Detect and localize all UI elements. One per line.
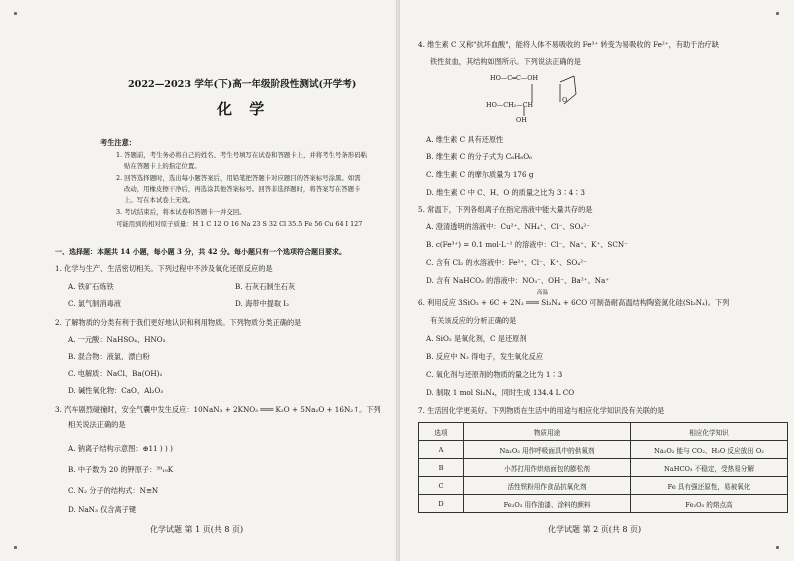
q6-option-d: D. 制取 1 mol Si₃N₄，同时生成 134.4 L CO [426, 388, 575, 397]
table-cell: Fe₂O₃ 的熔点高 [631, 495, 788, 513]
table-cell: B [419, 459, 464, 477]
vitamin-c-ring-top: HO—C═C—OH [490, 74, 539, 82]
scan-mark [776, 12, 779, 15]
page-footer: 化学试题 第 2 页(共 8 页) [548, 525, 642, 534]
q5-stem: 5. 常温下，下列各组离子在指定溶液中能大量共存的是 [418, 205, 593, 214]
q2-option-a: A. 一元酸：NaHSO₄、HNO₃ [68, 335, 166, 344]
table-cell: NaHCO₃ 不稳定，受热易分解 [631, 459, 788, 477]
note-line: 2. 回答选择题时，选出每小题答案后，用铅笔把答题卡对应题目的答案标号涂黑。如需 [116, 174, 361, 182]
q2-option-d: D. 碱性氧化物：CaO、Al₂O₃ [68, 386, 164, 395]
table-row [419, 495, 788, 513]
q2-stem: 2. 了解物质的分类有利于我们更好地认识和利用物质。下列物质分类正确的是 [55, 318, 302, 327]
vitamin-c-side-chain: HO—CH₂—CH [486, 101, 534, 109]
q7-stem: 7. 生活因化学更美好。下列物质在生活中的用途与相应化学知识没有关联的是 [418, 406, 665, 415]
scan-mark [776, 546, 779, 549]
q1-option-c: C. 氯气制消毒液 [68, 299, 121, 308]
note-line: 3. 考试结束后，将本试卷和答题卡一并交回。 [116, 208, 246, 216]
table-cell: D [419, 495, 464, 513]
q1-option-d: D. 海带中提取 I₂ [235, 299, 290, 308]
q3-stem-cont: 相关说法正确的是 [68, 420, 126, 429]
q2-option-c: C. 电解质：NaCl、Ba(OH)₂ [68, 369, 163, 378]
section-heading: 一、选择题：本题共 14 小题，每小题 3 分，共 42 分。每小题只有一个选项符合题目要求。 [55, 247, 346, 256]
q5-option-c: C. 含有 Cl₂ 的水溶液中：Fe²⁺、Cl⁻、K⁺、SO₄²⁻ [426, 258, 587, 267]
q6-option-b: B. 反应中 N₂ 得电子，发生氧化反应 [426, 352, 544, 361]
table-row [419, 459, 788, 477]
table-cell: Na₂O₂ 用作呼吸面具中的供氧剂 [464, 441, 631, 459]
table-row [419, 477, 788, 495]
q6-option-c: C. 氧化剂与还原剂的物质的量之比为 1∶3 [426, 370, 563, 379]
q3-option-b: B. 中子数为 20 的钾原子：³⁹₁₉K [68, 465, 174, 474]
q4-stem: 4. 维生素 C 又称"抗坏血酸"，能将人体不易吸收的 Fe³⁺ 转变为易吸收的 Fe²⁺，有助于治疗缺 [418, 40, 719, 49]
q5-option-b: B. c(Fe³⁺) = 0.1 mol·L⁻¹ 的溶液中：Cl⁻、Na⁺、K⁺、SCN⁻ [426, 240, 628, 249]
vitamin-c-oh: OH [516, 116, 527, 124]
q4-option-d: D. 维生素 C 中 C、H、O 的质量之比为 3∶4∶3 [426, 188, 586, 197]
q7-table [418, 422, 788, 513]
q4-stem-cont: 铁性贫血，其结构如图所示。下列说法正确的是 [430, 57, 581, 66]
subject-title: 化 学 [217, 100, 271, 118]
scan-mark [14, 12, 17, 15]
q4-option-b: B. 维生素 C 的分子式为 C₆H₆O₆ [426, 152, 533, 161]
atomic-mass-line: 可能用到的相对原子质量：H 1 C 12 O 16 Na 23 S 32 Cl 35.5 Fe 56 Cu 64 I 127 [116, 220, 363, 228]
q6-option-a: A. SiO₂ 是氧化剂，C 是还原剂 [426, 334, 527, 343]
q5-option-a: A. 澄清透明的溶液中：Cu²⁺、NH₄⁺、Cl⁻、SO₄²⁻ [426, 222, 591, 231]
q4-option-a: A. 维生素 C 具有还原性 [426, 135, 504, 144]
note-line: 上。写在本试卷上无效。 [124, 196, 195, 204]
scan-mark [14, 546, 17, 549]
q3-option-c: C. N₂ 分子的结构式：N≡N [68, 486, 159, 495]
table-cell: Na₂O₂ 能与 CO₂、H₂O 反应放出 O₂ [631, 441, 788, 459]
q3-stem: 3. 汽车剧烈碰撞时，安全气囊中发生反应：10NaN₃ + 2KNO₃ ═══ K₂O + 5Na₂O + 16N₂↑。下列 [55, 405, 381, 414]
q6-stem: 6. 利用反应 3SiO₂ + 6C + 2N₂ ═══ Si₃N₄ + 6CO 可制备耐高温结构陶瓷氮化硅(Si₃N₄)。下列 [418, 298, 730, 307]
q3-option-a: A. 钠离子结构示意图：⊕11 ) ) ) [68, 444, 173, 453]
vitamin-c-ring-o: O [562, 96, 568, 104]
note-line: 1. 答题前，考生务必将自己的姓名、考生号填写在试卷和答题卡上，并将考生号条形码粘 [116, 151, 367, 159]
q5-option-d: D. 含有 NaHCO₃ 的溶液中：NO₃⁻、OH⁻、Ba²⁺、Na⁺ [426, 276, 610, 285]
table-cell: C [419, 477, 464, 495]
page-1 [0, 0, 396, 561]
table-header-row [419, 423, 788, 441]
table-cell: A [419, 441, 464, 459]
page-footer: 化学试题 第 1 页(共 8 页) [150, 525, 244, 534]
reaction-condition: 高温 [537, 290, 549, 296]
table-cell: 小苏打用作烘焙面包的膨松剂 [464, 459, 631, 477]
q1-option-b: B. 石灰石制生石灰 [235, 282, 296, 291]
q6-stem-cont: 有关该反应的分析正确的是 [430, 316, 517, 325]
note-line: 改动，用橡皮擦干净后，再选涂其他答案标号。回答非选择题时，将答案写在答题卡 [124, 185, 361, 193]
exam-title: 2022—2023 学年(下)高一年级阶段性测试(开学考) [128, 79, 357, 90]
table-header: 相应化学知识 [631, 423, 788, 441]
table-cell: Fe 具有强还原性，易被氧化 [631, 477, 788, 495]
notes-heading: 考生注意： [100, 138, 136, 147]
table-cell: Fe₂O₃ 用作油漆、涂料的颜料 [464, 495, 631, 513]
table-header: 选项 [419, 423, 464, 441]
table-header: 物质用途 [464, 423, 631, 441]
q2-option-b: B. 混合物：液氯、漂白粉 [68, 352, 150, 361]
q1-option-a: A. 铁矿石炼铁 [68, 282, 114, 291]
q1-stem: 1. 化学与生产、生活密切相关。下列过程中不涉及氧化还原反应的是 [55, 264, 273, 273]
note-line: 贴在答题卡上的指定位置。 [124, 162, 201, 170]
table-cell: 活性铁粉用作食品抗氧化剂 [464, 477, 631, 495]
q4-option-c: C. 维生素 C 的摩尔质量为 176 g [426, 170, 534, 179]
q3-option-d: D. NaN₃ 仅含离子键 [68, 505, 137, 514]
table-row [419, 441, 788, 459]
